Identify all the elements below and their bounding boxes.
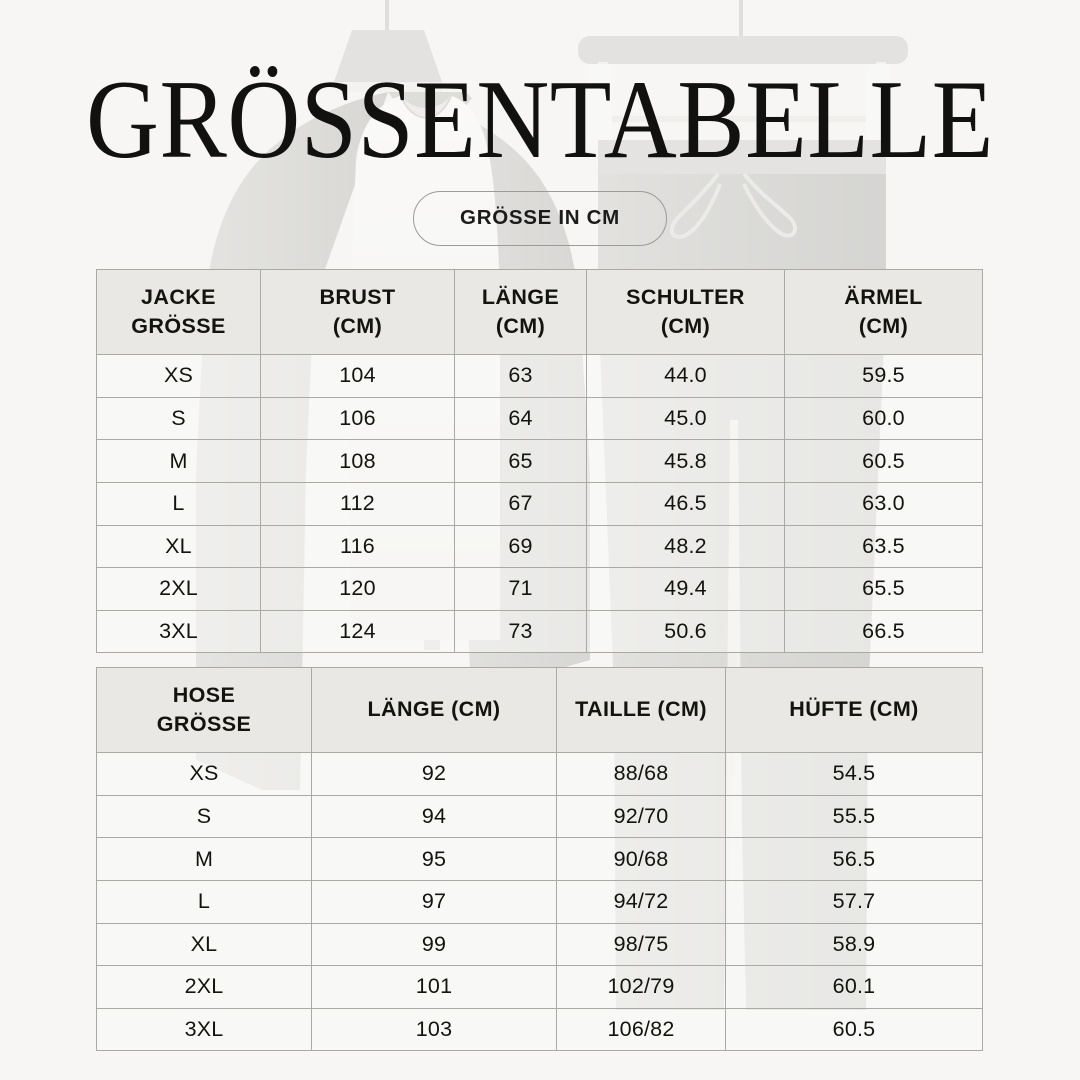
- cell-size: M: [97, 440, 261, 483]
- cell-size: 3XL: [97, 610, 261, 653]
- cell-size: XS: [97, 753, 312, 796]
- table-row: [97, 838, 983, 881]
- cell-aermel: 59.5: [785, 355, 983, 398]
- cell-brust: 106: [261, 397, 455, 440]
- cell-taille: 88/68: [557, 753, 726, 796]
- column-header-brust: [261, 270, 455, 355]
- table-row: [97, 610, 983, 653]
- cell-aermel: 60.5: [785, 440, 983, 483]
- table-row: [97, 795, 983, 838]
- column-header-line1: LÄNGE: [481, 285, 560, 309]
- column-header-jacke-groesse: [97, 270, 261, 355]
- cell-size: M: [97, 838, 312, 881]
- cell-size: S: [97, 397, 261, 440]
- cell-laenge: 95: [312, 838, 557, 881]
- cell-laenge: 73: [455, 610, 587, 653]
- cell-taille: 98/75: [557, 923, 726, 966]
- table-row: [97, 966, 983, 1009]
- cell-size: 3XL: [97, 1008, 312, 1051]
- table-row: [97, 355, 983, 398]
- cell-brust: 108: [261, 440, 455, 483]
- table-row: [97, 753, 983, 796]
- column-header-line2: GRÖSSE: [131, 313, 226, 338]
- cell-schulter: 48.2: [587, 525, 785, 568]
- cell-aermel: 63.0: [785, 482, 983, 525]
- cell-schulter: 44.0: [587, 355, 785, 398]
- column-header-taille: TAILLE (CM): [557, 668, 726, 753]
- cell-size: 2XL: [97, 568, 261, 611]
- table-row: [97, 880, 983, 923]
- table-row: [97, 1008, 983, 1051]
- pants-size-table: [96, 667, 983, 1051]
- cell-aermel: 66.5: [785, 610, 983, 653]
- table-row: [97, 568, 983, 611]
- cell-laenge: 101: [312, 966, 557, 1009]
- cell-laenge: 92: [312, 753, 557, 796]
- column-header-laenge: LÄNGE (CM): [312, 668, 557, 753]
- cell-brust: 124: [261, 610, 455, 653]
- cell-huefte: 58.9: [726, 923, 983, 966]
- column-header-line1: SCHULTER: [626, 285, 745, 309]
- cell-schulter: 45.8: [587, 440, 785, 483]
- jacket-table-body: [97, 355, 983, 653]
- cell-brust: 112: [261, 482, 455, 525]
- cell-huefte: 56.5: [726, 838, 983, 881]
- column-header-line1: HOSE: [172, 683, 236, 707]
- table-row: [97, 482, 983, 525]
- cell-schulter: 49.4: [587, 568, 785, 611]
- cell-taille: 106/82: [557, 1008, 726, 1051]
- cell-laenge: 65: [455, 440, 587, 483]
- cell-size: S: [97, 795, 312, 838]
- cell-aermel: 63.5: [785, 525, 983, 568]
- cell-brust: 116: [261, 525, 455, 568]
- column-header-huefte: HÜFTE (CM): [726, 668, 983, 753]
- jacket-size-table: [96, 269, 983, 653]
- table-row: [97, 397, 983, 440]
- column-header-line2: (CM): [660, 313, 711, 338]
- column-header-line2: (CM): [858, 313, 909, 338]
- cell-huefte: 57.7: [726, 880, 983, 923]
- cell-aermel: 65.5: [785, 568, 983, 611]
- column-header-line2: (CM): [332, 313, 383, 338]
- column-header-aermel: [785, 270, 983, 355]
- cell-laenge: 94: [312, 795, 557, 838]
- cell-laenge: 71: [455, 568, 587, 611]
- column-header-line2: (CM): [495, 313, 546, 338]
- cell-huefte: 60.5: [726, 1008, 983, 1051]
- cell-laenge: 63: [455, 355, 587, 398]
- cell-size: L: [97, 482, 261, 525]
- cell-taille: 92/70: [557, 795, 726, 838]
- cell-brust: 104: [261, 355, 455, 398]
- table-row: [97, 440, 983, 483]
- cell-aermel: 60.0: [785, 397, 983, 440]
- column-header-hose-groesse: [97, 668, 312, 753]
- cell-size: 2XL: [97, 966, 312, 1009]
- cell-laenge: 97: [312, 880, 557, 923]
- column-header-line1: ÄRMEL: [844, 285, 923, 309]
- cell-size: XL: [97, 525, 261, 568]
- cell-laenge: 64: [455, 397, 587, 440]
- cell-laenge: 67: [455, 482, 587, 525]
- column-header-line1: JACKE: [141, 285, 216, 309]
- cell-taille: 94/72: [557, 880, 726, 923]
- table-row: [97, 525, 983, 568]
- table-row: [97, 923, 983, 966]
- page-title: GRÖSSENTABELLE: [86, 58, 994, 182]
- cell-laenge: 103: [312, 1008, 557, 1051]
- cell-size: XS: [97, 355, 261, 398]
- column-header-line2: GRÖSSE: [156, 711, 252, 736]
- pants-table-header: [97, 668, 983, 753]
- cell-brust: 120: [261, 568, 455, 611]
- column-header-laenge: [455, 270, 587, 355]
- cell-laenge: 99: [312, 923, 557, 966]
- table-header-row: [97, 668, 983, 753]
- cell-size: L: [97, 880, 312, 923]
- pants-table-body: [97, 753, 983, 1051]
- cell-schulter: 46.5: [587, 482, 785, 525]
- jacket-table-header: [97, 270, 983, 355]
- cell-size: XL: [97, 923, 312, 966]
- column-header-schulter: [587, 270, 785, 355]
- cell-schulter: 45.0: [587, 397, 785, 440]
- size-unit-badge: GRÖSSE IN CM: [413, 191, 667, 246]
- header: [0, 0, 1080, 246]
- cell-laenge: 69: [455, 525, 587, 568]
- table-header-row: [97, 270, 983, 355]
- cell-huefte: 60.1: [726, 966, 983, 1009]
- cell-huefte: 54.5: [726, 753, 983, 796]
- cell-taille: 90/68: [557, 838, 726, 881]
- cell-schulter: 50.6: [587, 610, 785, 653]
- column-header-line1: BRUST: [319, 285, 396, 309]
- cell-taille: 102/79: [557, 966, 726, 1009]
- cell-huefte: 55.5: [726, 795, 983, 838]
